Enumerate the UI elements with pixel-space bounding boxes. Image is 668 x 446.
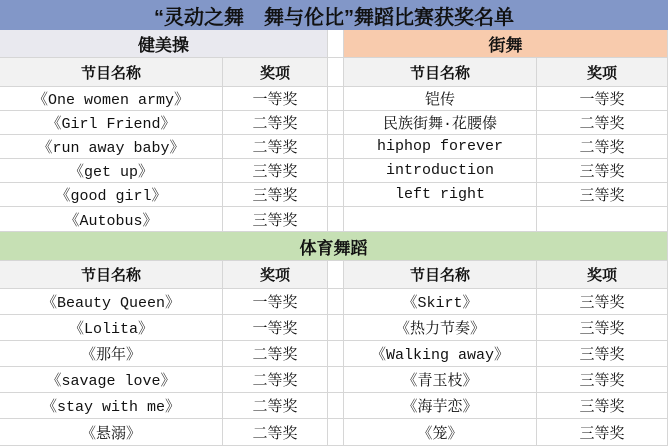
spacer-cell [328, 58, 344, 87]
program-cell: introduction [344, 159, 537, 183]
program-cell: 《青玉枝》 [344, 367, 537, 393]
award-cell: 三等奖 [223, 159, 328, 183]
spacer-cell [328, 207, 344, 232]
program-cell: 《good girl》 [0, 183, 223, 207]
spacer-cell [328, 289, 344, 315]
spacer-cell [328, 111, 344, 135]
award-cell: 一等奖 [223, 87, 328, 111]
program-cell: 铠传 [344, 87, 537, 111]
program-cell: 《笼》 [344, 419, 537, 446]
program-cell: 《Beauty Queen》 [0, 289, 223, 315]
award-cell [537, 207, 668, 232]
award-cell: 三等奖 [537, 289, 668, 315]
program-cell: 《stay with me》 [0, 393, 223, 419]
spacer-cell [328, 87, 344, 111]
award-cell: 三等奖 [537, 341, 668, 367]
spacer-cell [328, 315, 344, 341]
program-cell [344, 207, 537, 232]
spacer-cell [328, 159, 344, 183]
spacer-cell [328, 30, 344, 58]
award-cell: 三等奖 [537, 367, 668, 393]
spacer-cell [328, 135, 344, 159]
program-cell: 《热力节奏》 [344, 315, 537, 341]
award-cell: 三等奖 [537, 159, 668, 183]
column-header-award: 奖项 [537, 58, 668, 87]
award-cell: 三等奖 [537, 419, 668, 446]
spacer-cell [328, 393, 344, 419]
spacer-cell [328, 183, 344, 207]
column-header-program: 节目名称 [344, 261, 537, 289]
section-header-aerobics: 健美操 [0, 30, 328, 58]
award-cell: 一等奖 [537, 87, 668, 111]
program-cell: 《海芋恋》 [344, 393, 537, 419]
award-cell: 二等奖 [223, 419, 328, 446]
spacer-cell [328, 367, 344, 393]
award-cell: 二等奖 [223, 111, 328, 135]
spacer-cell [328, 341, 344, 367]
column-header-award: 奖项 [223, 261, 328, 289]
page-title: “灵动之舞 舞与伦比”舞蹈比赛获奖名单 [0, 0, 668, 30]
program-cell: 《One women army》 [0, 87, 223, 111]
award-cell: 一等奖 [223, 315, 328, 341]
award-cell: 三等奖 [223, 183, 328, 207]
program-cell: 《Lolita》 [0, 315, 223, 341]
column-header-award: 奖项 [223, 58, 328, 87]
program-cell: 《Autobus》 [0, 207, 223, 232]
program-cell: 《Skirt》 [344, 289, 537, 315]
award-cell: 三等奖 [223, 207, 328, 232]
award-cell: 三等奖 [537, 315, 668, 341]
program-cell: 《Walking away》 [344, 341, 537, 367]
spacer-cell [328, 261, 344, 289]
program-cell: 民族街舞·花腰傣 [344, 111, 537, 135]
award-cell: 三等奖 [537, 393, 668, 419]
column-header-award: 奖项 [537, 261, 668, 289]
column-header-program: 节目名称 [0, 261, 223, 289]
program-cell: left right [344, 183, 537, 207]
award-cell: 二等奖 [223, 393, 328, 419]
award-cell: 二等奖 [537, 135, 668, 159]
program-cell: 《savage love》 [0, 367, 223, 393]
program-cell: 《run away baby》 [0, 135, 223, 159]
column-header-program: 节目名称 [0, 58, 223, 87]
program-cell: hiphop forever [344, 135, 537, 159]
award-cell: 二等奖 [537, 111, 668, 135]
section-header-sports-dance: 体育舞蹈 [0, 232, 668, 261]
program-cell: 《那年》 [0, 341, 223, 367]
spacer-cell [328, 419, 344, 446]
section-header-street-dance: 街舞 [344, 30, 668, 58]
column-header-program: 节目名称 [344, 58, 537, 87]
award-cell: 三等奖 [537, 183, 668, 207]
program-cell: 《Girl Friend》 [0, 111, 223, 135]
award-cell: 一等奖 [223, 289, 328, 315]
award-cell: 二等奖 [223, 367, 328, 393]
program-cell: 《get up》 [0, 159, 223, 183]
award-cell: 二等奖 [223, 341, 328, 367]
award-cell: 二等奖 [223, 135, 328, 159]
program-cell: 《悬溺》 [0, 419, 223, 446]
